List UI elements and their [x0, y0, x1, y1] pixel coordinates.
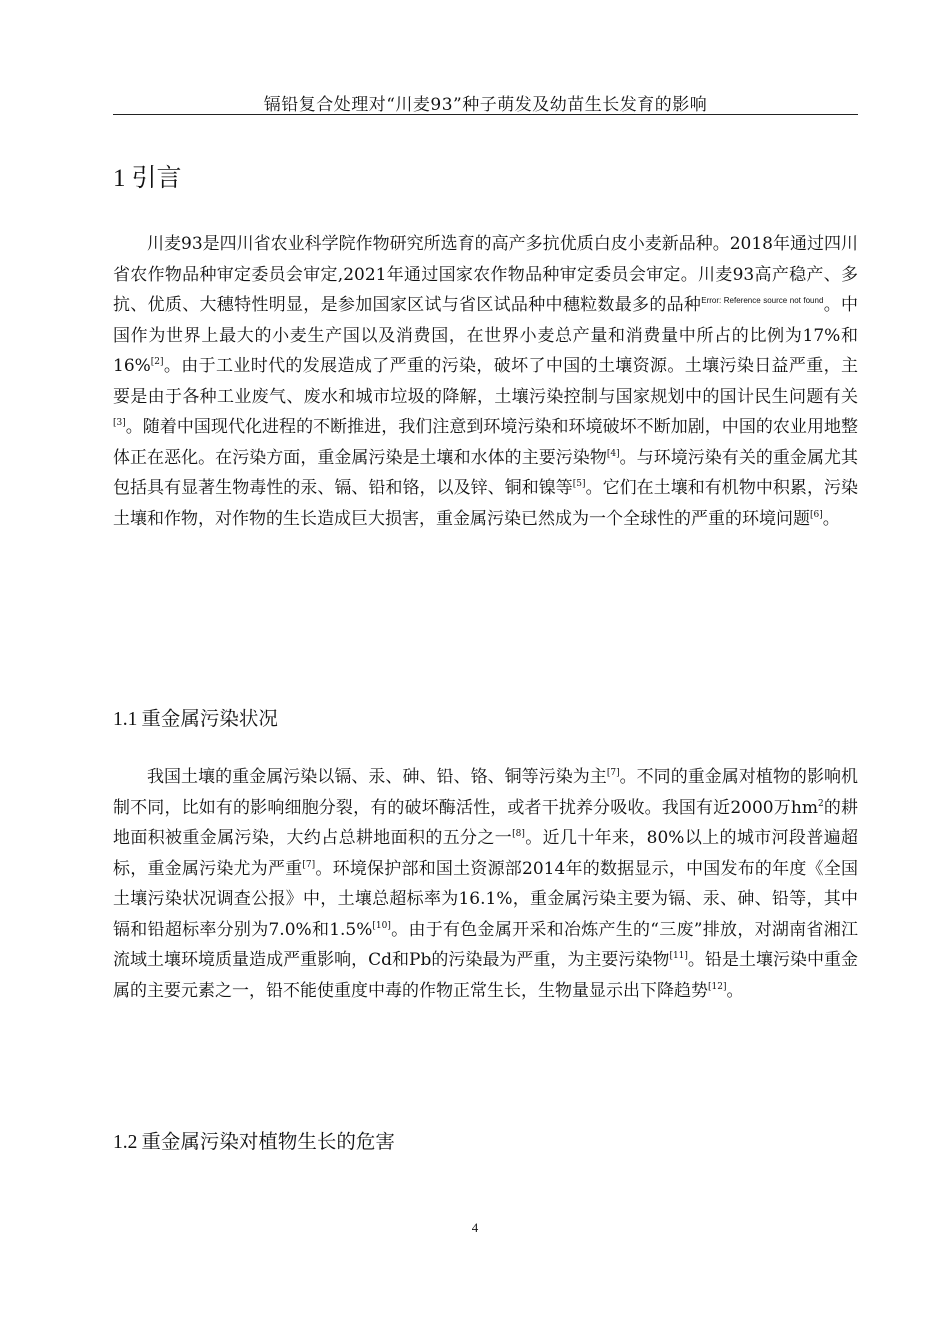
- citation: [5]: [572, 479, 586, 489]
- text-run: 。随着中国现代化进程的不断推进，我们注意到环境污染和环境破坏不断加剧，中国的农业用地整体正在恶化。在污染方面，重金属污染是土壤和水体的主要污染物: [113, 417, 858, 468]
- citation: [12]: [708, 981, 727, 992]
- text-run: 。: [726, 980, 744, 1001]
- citation: [3]: [113, 418, 126, 428]
- citation: [6]: [810, 509, 823, 520]
- text-run: 的耕地面积被重金属污染，大约占总耕地面积的五分之一: [113, 797, 858, 848]
- subsection-number: 1.1: [113, 709, 138, 730]
- text-run: 。中国作为世界上最大的小麦生产国以及消费国，在世界小麦总产量和消费量中所占的比例为17%和16%: [113, 295, 859, 376]
- text-run: 。: [822, 508, 840, 529]
- section-heading-introduction: [113, 158, 182, 194]
- citation: [4]: [606, 448, 620, 459]
- status-paragraph: [113, 762, 858, 1006]
- text-run: 。铅是土壤污染中重金属的主要元素之一，铅不能使重度中毒的作物正常生长，生物量显示出下降趋势: [113, 950, 858, 1001]
- text-run: 。环境保护部和国土资源部2014年的数据显示，中国发布的年度《全国土壤污染状况调查公报》中，土壤总超标率为16.1%，重金属污染主要为镉、汞、砷、铅等，其中镉和铅超标率分别为7.0%和1.5%: [113, 858, 859, 940]
- section-number: 1: [113, 165, 126, 192]
- header-rule: [113, 114, 858, 115]
- text-run: 。由于有色金属开采和冶炼产生的“三废”排放，对湖南省湘江流域土壤环境质量造成严重影响，Cd和Pb的污染最为严重，为主要污染物: [113, 919, 858, 970]
- text-run: 。不同的重金属对植物的影响机制不同，比如有的影响细胞分裂，有的破坏酶活性，或者干扰养分吸收。我国有近2000万hm: [113, 767, 859, 818]
- citation: [8]: [512, 829, 525, 839]
- citation: [7]: [302, 859, 316, 870]
- text-run: 。由于工业时代的发展造成了严重的污染，破坏了中国的土壤资源。土壤污染日益严重，主要是由于各种工业废气、废水和城市垃圾的降解，土壤污染控制与国家规划中的国计民生问题有关: [113, 356, 858, 407]
- section-title: 引言: [131, 163, 182, 192]
- text-run: 。它们在土壤和有机物中积累，污染土壤和作物，对作物的生长造成巨大损害，重金属污染已然成为一个全球性的严重的环境问题: [113, 478, 859, 529]
- subsection-title: 重金属污染对植物生长的危害: [141, 1130, 395, 1153]
- running-header: 镉铅复合处理对“川麦93”种子萌发及幼苗生长发育的影响: [263, 95, 708, 115]
- subsection-title: 重金属污染状况: [141, 707, 278, 730]
- introduction-paragraph: [113, 229, 858, 534]
- text-run: 我国土壤的重金属污染以镉、汞、砷、铅、铬、铜等污染为主: [147, 767, 607, 787]
- citation: [7]: [606, 768, 620, 778]
- reference-error-note: Error: Reference source not found: [701, 296, 824, 305]
- text-run: 。与环境污染有关的重金属尤其包括具有显著生物毒性的汞、镉、铅和铬，以及锌、铜和镍等: [113, 447, 859, 498]
- subsection-heading-heavy-metal-status: [113, 703, 278, 731]
- text-run: 。近几十年来，80%以上的城市河段普遍超标，重金属污染尤为严重: [113, 828, 858, 879]
- citation: [2]: [150, 357, 164, 367]
- text-run: 川麦93是四川省农业科学院作物研究所选育的高产多抗优质白皮小麦新品种。2018年通过四川省农作物品种审定委员会审定,2021年通过国家农作物品种审定委员会审定。川麦93高产稳产、多抗、优质、大穗特性明显，是参加国家区试与省区试品种中穗粒数最多的品种: [113, 234, 858, 315]
- page-number: 4: [471, 1220, 479, 1235]
- citation: [10]: [372, 920, 391, 931]
- unit-superscript: 2: [817, 798, 824, 809]
- citation: [11]: [669, 951, 688, 961]
- subsection-heading-plant-growth-harm: [113, 1126, 395, 1154]
- subsection-number: 1.2: [113, 1132, 138, 1153]
